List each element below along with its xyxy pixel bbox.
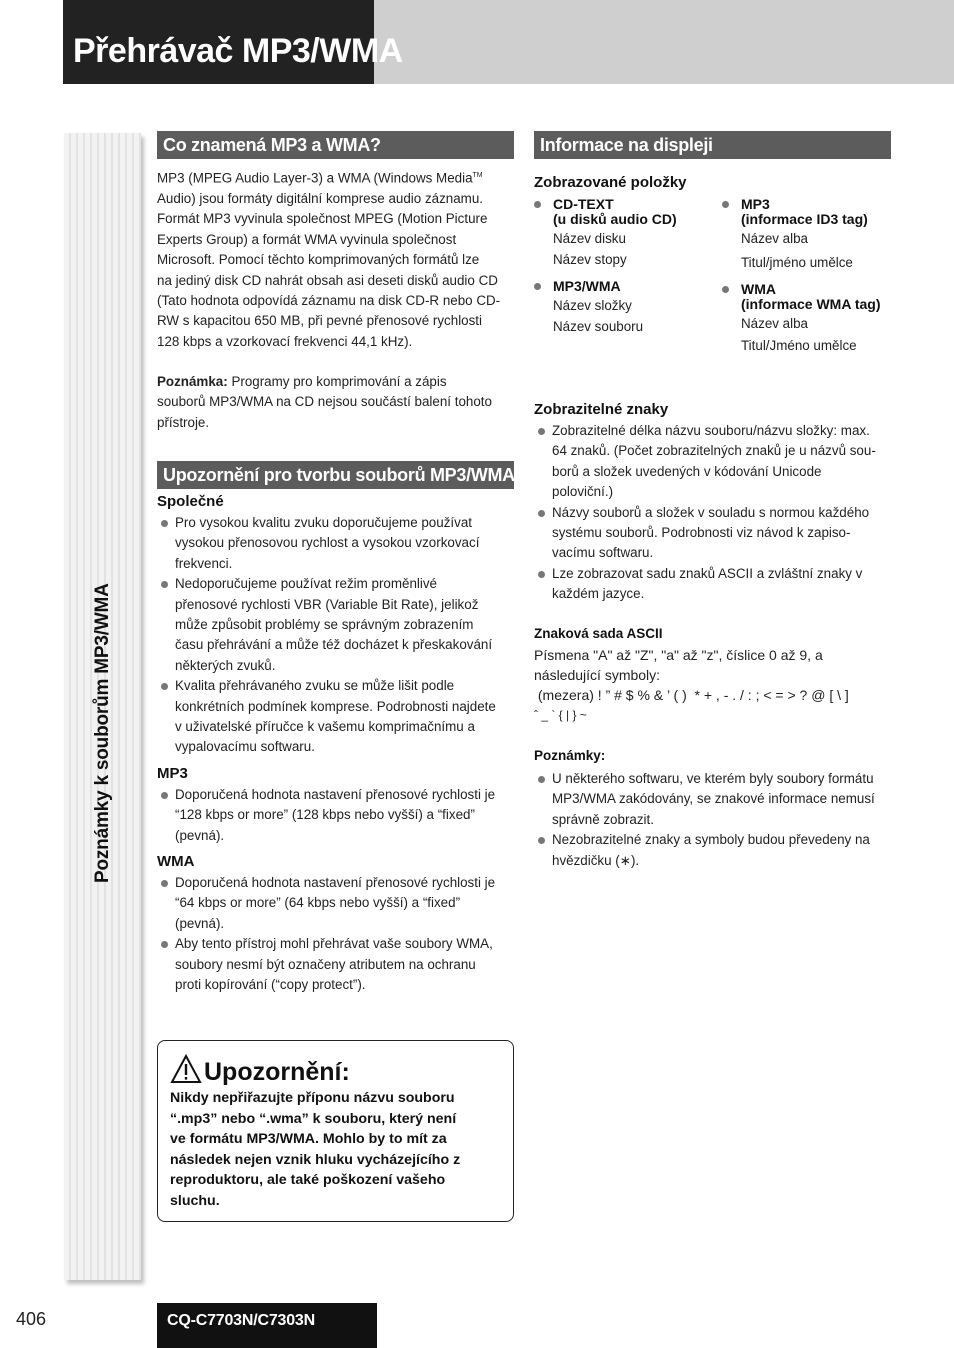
list-item: Nezobrazitelné znaky a symboly budou převedeny na hvězdičku (∗). [534, 830, 899, 871]
ascii-paragraph: Písmena "A" až "Z", "a" až "z", číslice 0 až 9, a následující symboly: (mezera) ! ” # $ % & ’ ( ) * + , - . / : ; < = > ? @ [ \ ] ˆ _ ` { | } ~ [534, 647, 849, 722]
subheading-mp3: MP3 [157, 765, 188, 782]
list-item: Doporučená hodnota nastavení přenosové rychlosti je “128 kbps or more” (128 kbps nebo vyšší) a “fixed” (pevná). [157, 785, 517, 846]
section-heading-file-creation: Upozornění pro tvorbu souborů MP3/WMA [157, 461, 514, 489]
note-line: souborů MP3/WMA na CD nejsou součástí balení tohoto [157, 394, 492, 410]
note-line: přístroje. [157, 414, 210, 430]
display-group-id3: MP3 (informace ID3 tag) Název alba Titul/jméno umělce [722, 197, 902, 273]
warning-text: Nikdy nepřiřazujte příponu názvu souboru “.mp3” nebo “.wma” k souboru, který není ve formátu MP3/WMA. Mohlo by to mít za následek nejen vznik hluku vycházejícího z reproduktoru, ale také poškození vašeho sluchu. [170, 1090, 461, 1209]
intro-line: Audio) jsou formáty digitální komprese audio záznamu. [157, 190, 484, 206]
chars-list [534, 421, 899, 605]
list-item: Lze zobrazovat sadu znaků ASCII a zvláštní znaky v každém jazyce. [534, 564, 899, 605]
section-heading-what-is-mp3: Co znamená MP3 a WMA? [157, 131, 514, 159]
list-item: Názvy souborů a složek v souladu s normou každého systému souborů. Podrobnosti viz návod k zapiso- vacímu softwaru. [534, 503, 899, 564]
trademark-mark: TM [472, 172, 483, 179]
title-bar-extension [374, 0, 954, 84]
list-item: Pro vysokou kvalitu zvuku doporučujeme používat vysokou přenosovou rychlost a vysokou vzorkovací frekvenci. [157, 513, 517, 574]
intro-line: na jediný disk CD nahrát obsah asi deseti disků audio CD [157, 272, 498, 288]
note-label: Poznámka: [157, 374, 228, 389]
bullet-icon [534, 283, 541, 290]
mp3-list [157, 785, 517, 846]
display-group-cd-text: CD-TEXT (u disků audio CD) Název disku Název stopy [534, 197, 724, 270]
display-group-mp3-wma: MP3/WMA Název složky Název souboru [534, 279, 724, 337]
note-paragraph [157, 372, 517, 433]
list-item: Aby tento přístroj mohl přehrávat vaše soubory WMA, soubory nesmí být označeny atributem na ochranu proti kopírování (“copy protect”). [157, 934, 517, 995]
subheading-common: Společné [157, 493, 224, 510]
wma-list [157, 873, 517, 995]
subheading-ascii: Znaková sada ASCII [534, 626, 663, 641]
intro-paragraph [157, 166, 517, 352]
bullet-icon [722, 201, 729, 208]
notes-list [534, 769, 899, 871]
display-group-wma-tag: WMA (informace WMA tag) Název alba Titul/Jméno umělce [722, 282, 902, 356]
list-item: Nedoporučujeme používat režim proměnlivé přenosové rychlosti VBR (Variable Bit Rate), jelikož může způsobit problémy se správným zobrazením času přehrávání a může též docházet k přeskakování některých zvuků. [157, 574, 517, 676]
subheading-displayable-chars: Zobrazitelné znaky [534, 401, 669, 418]
page-title: Přehrávač MP3/WMA [73, 32, 403, 70]
list-item: Kvalita přehrávaného zvuku se může lišit podle konkrétních podmínek komprese. Podrobnosti najdete v uživatelské příručce k vašemu komprimačnímu a vypalovacímu softwaru. [157, 676, 517, 758]
intro-line: 128 kbps a vzorkovací frekvenci 44,1 kHz). [157, 333, 413, 349]
subheading-notes: Poznámky: [534, 748, 606, 763]
warning-triangle-icon [170, 1054, 202, 1084]
common-list [157, 513, 517, 758]
side-tab-label: Poznámky k souborům MP3/WMA [92, 583, 113, 883]
section-heading-display-info: Informace na displeji [534, 131, 891, 159]
warning-title: Upozornění: [204, 1058, 350, 1086]
model-label: CQ-C7703N/C7303N [167, 1312, 315, 1329]
intro-line: Microsoft. Pomocí těchto komprimovaných formátů lze [157, 252, 480, 268]
intro-line: RW s kapacitou 650 MB, při pevné přenosové rychlosti [157, 313, 483, 329]
intro-line: MP3 (MPEG Audio Layer-3) a WMA (Windows Media [157, 170, 473, 186]
intro-line: Experts Group) a formát WMA vyvinula společnost [157, 231, 457, 247]
note-line: Programy pro komprimování a zápis [231, 374, 447, 389]
intro-line: (Tato hodnota odpovídá záznamu na disk CD-R nebo CD- [157, 292, 501, 308]
list-item: Zobrazitelné délka názvu souboru/názvu složky: max. 64 znaků. (Počet zobrazitelných znaků je u názvů sou- borů a složek uvedených v kódování Unicode poloviční.) [534, 421, 899, 503]
subheading-displayed-items: Zobrazované položky [534, 174, 687, 191]
bullet-icon [534, 201, 541, 208]
subheading-wma: WMA [157, 853, 195, 870]
bullet-icon [722, 286, 729, 293]
page-number: 406 [16, 1309, 47, 1329]
intro-line: Formát MP3 vyvinula společnost MPEG (Motion Picture [157, 211, 488, 227]
list-item: U některého softwaru, ve kterém byly soubory formátu MP3/WMA zakódovány, se znakové informace nemusí správně zobrazit. [534, 769, 899, 830]
list-item: Doporučená hodnota nastavení přenosové rychlosti je “64 kbps or more” (64 kbps nebo vyšší) a “fixed” (pevná). [157, 873, 517, 934]
